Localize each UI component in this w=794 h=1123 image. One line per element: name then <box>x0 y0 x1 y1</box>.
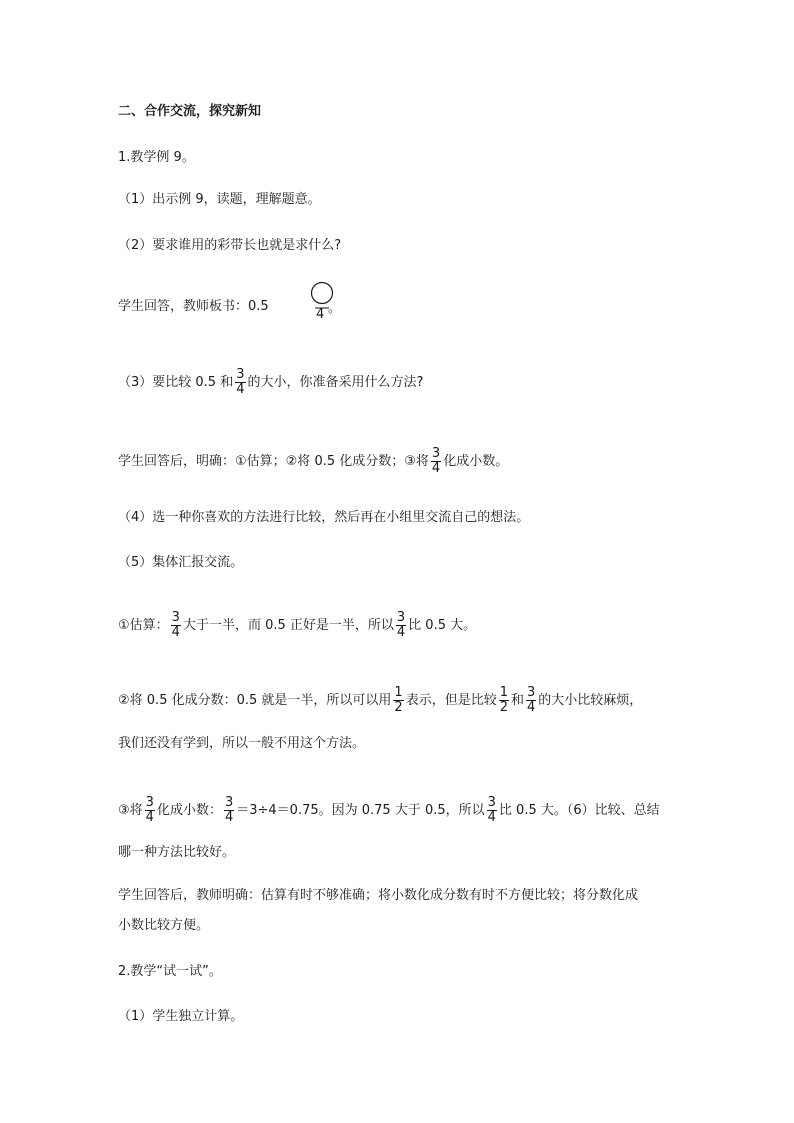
paragraph-step-2: （2）要求谁用的彩带长也就是求什么? <box>118 238 342 253</box>
fraction <box>235 368 245 397</box>
text: 表示，但是比较 <box>405 693 497 708</box>
text: 比 0.5 大。 <box>408 618 477 633</box>
denominator: 2 <box>499 700 508 715</box>
numerator: 3 <box>224 795 234 810</box>
text: ＝3÷4＝0.75。因为 0.75 大于 0.5，所以 <box>236 803 485 818</box>
period: 。 <box>328 301 342 316</box>
section-heading: 二、合作交流，探究新知 <box>118 104 262 119</box>
denominator: 4 <box>145 810 154 825</box>
denominator: 4 <box>527 700 536 715</box>
numerator: 3 <box>145 795 154 810</box>
text: 化成小数。 <box>443 454 509 469</box>
text: ①估算： <box>118 618 169 633</box>
denominator: 4 <box>236 382 245 397</box>
numerator: 3 <box>527 685 536 700</box>
fraction <box>431 447 441 476</box>
paragraph-conclusion-end: 小数比较方便。 <box>118 918 210 933</box>
fraction <box>224 796 234 825</box>
numerator: 3 <box>431 446 441 461</box>
paragraph-board-note <box>118 297 269 317</box>
numerator: 1 <box>499 685 508 700</box>
text: 的大小，你准备采用什么方法? <box>247 375 424 390</box>
paragraph-not-learned: 我们还没有学到，所以一般不用这个方法。 <box>118 736 366 751</box>
numerator: 3 <box>236 367 245 382</box>
fraction <box>499 686 509 715</box>
text: 大于一半，而 0.5 正好是一半，所以 <box>182 618 394 633</box>
paragraph-step-1: （1）出示例 9，读题，理解题意。 <box>118 192 321 207</box>
text: 化成小数： <box>156 803 222 818</box>
paragraph-estimate <box>118 611 476 640</box>
text: 和 <box>510 693 524 708</box>
numerator: 3 <box>487 795 496 810</box>
paragraph-teacher-conclusion: 学生回答后，教师明确：估算有时不够准确；将小数化成分数有时不方便比较；将分数化成 <box>118 888 639 903</box>
text: 的大小比较麻烦， <box>538 693 643 708</box>
paragraph-to-fraction <box>118 686 642 715</box>
paragraph-which-better: 哪一种方法比较好。 <box>118 845 236 860</box>
denominator: 4 <box>487 810 496 825</box>
paragraph-to-decimal <box>118 796 660 825</box>
paragraph-methods <box>118 447 508 476</box>
paragraph-step-4: （4）选一种你喜欢的方法进行比较，然后再在小组里交流自己的想法。 <box>118 510 530 525</box>
text: ②将 0.5 化成分数：0.5 就是一半，所以可以用 <box>118 693 392 708</box>
paragraph-step-3 <box>118 368 423 397</box>
denominator: 4 <box>396 625 406 640</box>
fraction-denominator: 4 <box>316 307 325 322</box>
fraction <box>171 611 181 640</box>
numerator: 3 <box>396 610 406 625</box>
denominator: 4 <box>224 810 234 825</box>
denominator: 4 <box>171 625 180 640</box>
denominator: 2 <box>394 700 403 715</box>
fraction <box>145 796 155 825</box>
paragraph-example-9: 1.教学例 9。 <box>118 150 195 165</box>
numerator: 3 <box>171 610 180 625</box>
paragraph-step-5: （5）集体汇报交流。 <box>118 555 244 570</box>
fraction <box>526 686 536 715</box>
fraction <box>393 686 403 715</box>
paragraph-try-it: 2.教学“试一试”。 <box>118 964 222 979</box>
paragraph-independent-calc: （1）学生独立计算。 <box>118 1009 244 1024</box>
text: 学生回答后，明确：①估算；②将 0.5 化成分数；③将 <box>118 454 429 469</box>
fraction <box>487 796 497 825</box>
denominator: 4 <box>431 461 441 476</box>
text: ③将 <box>118 803 143 818</box>
text: （3）要比较 0.5 和 <box>118 375 234 390</box>
numerator: 1 <box>394 685 403 700</box>
board-note-text: 学生回答，教师板书：0.5 <box>118 299 269 314</box>
fraction <box>396 611 406 640</box>
text: 比 0.5 大。（6）比较、总结 <box>498 803 660 818</box>
